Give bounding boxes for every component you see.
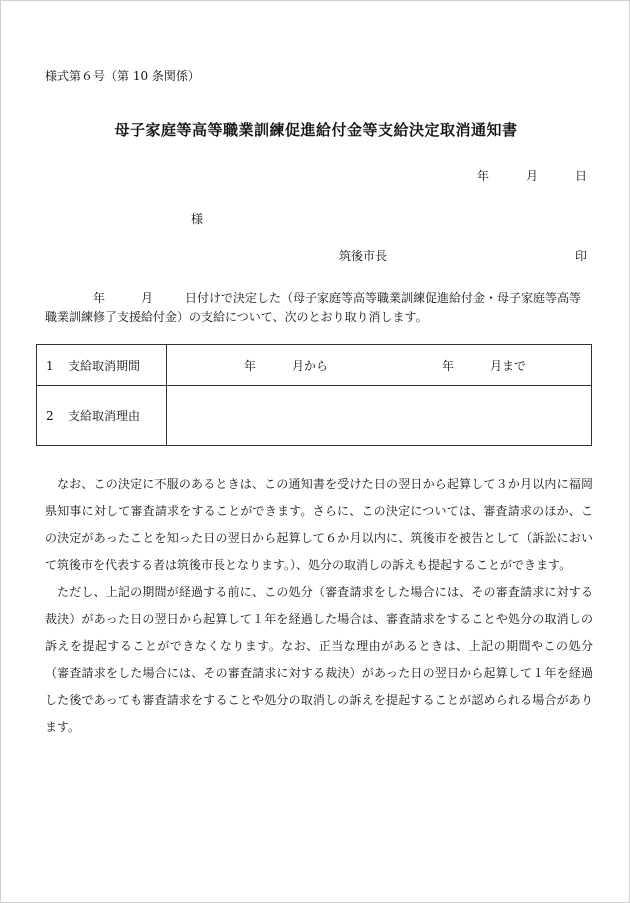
intro-month: 月 (141, 291, 154, 305)
addressee-suffix: 様 (191, 212, 204, 226)
note-paragraph-appeal: なお、この決定に不服のあるときは、この通知書を受けた日の翌日から起算して３か月以内に福岡県知事に対して審査請求をすることができます。さらに、この決定については、審査請求のほか、この決定があったことを知った日の翌日から起算して６か月以内に、筑後市を被告として（訴訟において筑後市を代表する者は筑後市長となります。）、処分の取消しの訴えも提起することができます。 (45, 477, 593, 572)
form-number: 様式第６号（第 10 条関係） (45, 69, 200, 83)
reason-value-cell (167, 386, 592, 446)
period-from-year: 年 (244, 359, 257, 373)
row-number: 1 (46, 358, 54, 373)
row-label: 支給取消期間 (68, 358, 141, 373)
document-title: 母子家庭等高等職業訓練促進給付金等支給決定取消通知書 (114, 121, 518, 139)
period-to-year: 年 (442, 359, 455, 373)
period-label-cell (37, 345, 167, 386)
row-label: 支給取消理由 (68, 409, 141, 423)
intro-year: 年 (93, 291, 106, 305)
notes-section (45, 471, 593, 741)
issue-date-month: 月 (526, 169, 539, 183)
intro-paragraph (45, 289, 593, 327)
period-from-month: 月から (292, 359, 329, 373)
seal-mark: 印 (575, 249, 588, 263)
sender-name: 筑後市長 (339, 249, 388, 263)
intro-text: 日付けで決定した（母子家庭等高等職業訓練促進給付金・母子家庭等高等職業訓練修了支援給付金）の支給について、次のとおり取り消します。 (45, 291, 582, 324)
period-to-month: 月まで (490, 359, 527, 373)
issue-date-year: 年 (477, 169, 490, 183)
note-paragraph-limitation: ただし、上記の期間が経過する前に、この処分（審査請求をした場合には、その審査請求に対する裁決）があった日の翌日から起算して１年を経過した場合は、審査請求をすることや処分の取消しの訴えを提起することができなくなります。なお、正当な理由があるときは、上記の期間やこの処分（審査請求をした場合には、その審査請求に対する裁決）があった日の翌日から起算して１年を経過した後であっても審査請求をすることや処分の取消しの訴えを提起することが認められる場合があります。 (45, 585, 593, 734)
period-value-cell (167, 345, 592, 386)
cancellation-table (36, 344, 592, 446)
table-row-reason (37, 386, 592, 446)
table-row-period (37, 345, 592, 386)
issue-date-day: 日 (575, 169, 588, 183)
reason-label-cell (37, 386, 167, 446)
row-number: 2 (46, 409, 54, 423)
